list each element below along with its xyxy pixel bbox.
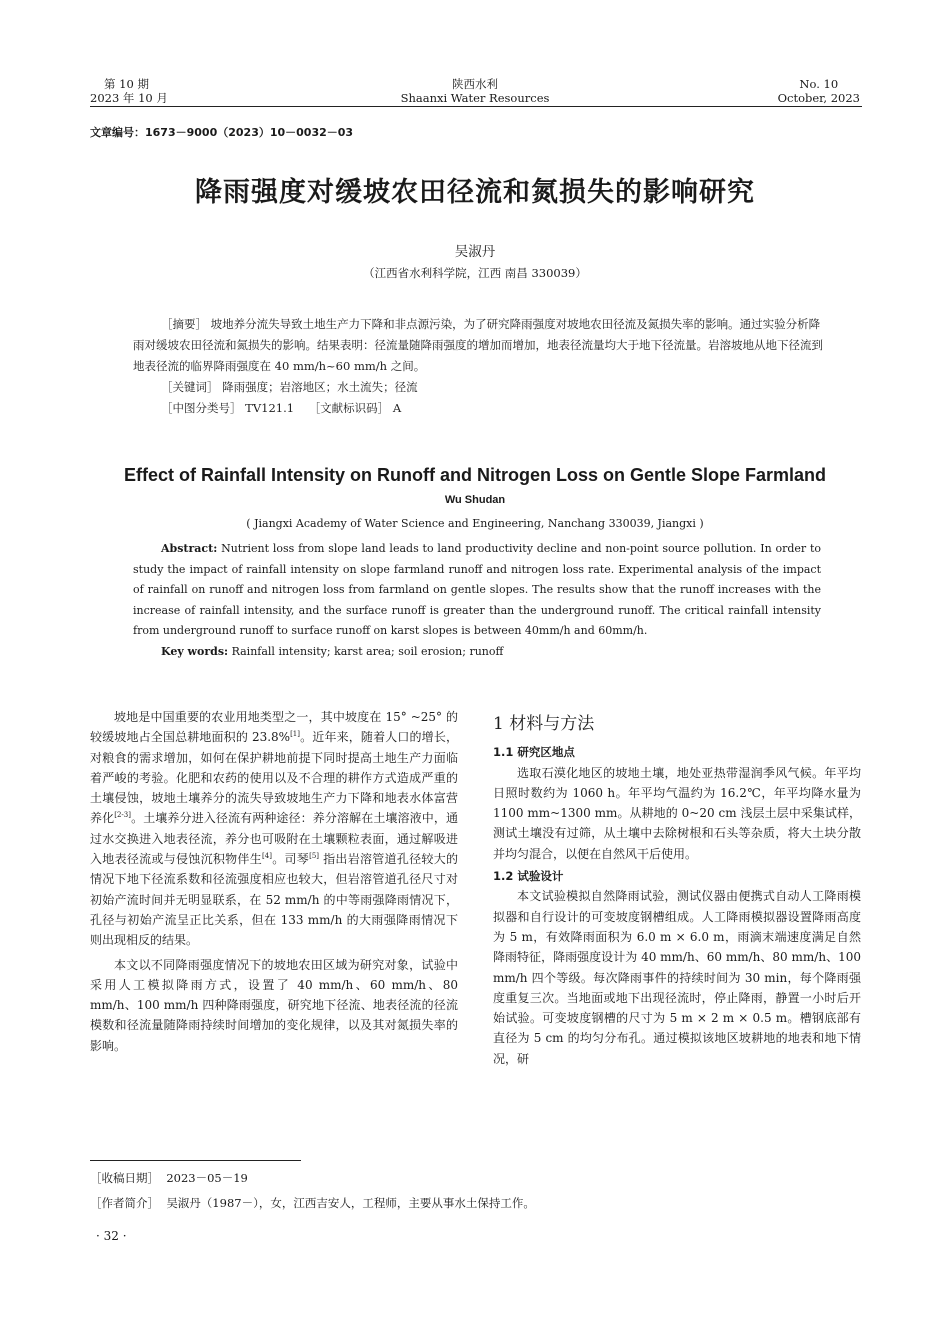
author-en: Wu Shudan — [444, 494, 506, 506]
experiment-design-paragraph: 本文试验模拟自然降雨试验，测试仪器由便携式自动人工降雨模拟器和自行设计的可变坡度钢槽组成。人工降雨模拟器设置降雨高度为 5 m，有效降雨面积为 6.0 m × 6.0 m，雨滴末端速度满足自然降雨特征，降雨强度设计为 40 mm/h、60 mm/h、80 mm/h、100 mm/h 四个等级。每次降雨事件的持续时间为 30 min，每个降雨强度重复三次。当地面或地下出现径流时，停止降雨，静置一小时后开始试验。可变坡度钢槽的尺寸为 5 m × 2 m × 0.5 m。槽钢底部有直径为 5 cm 的均匀分布孔。通过模拟该地区坡耕地的地表和地下情况，研 — [493, 889, 861, 1066]
author-cn: 吴淑丹 — [454, 244, 496, 260]
abstract-cn-text: 坡地养分流失导致土地生产力下降和非点源污染，为了研究降雨强度对坡地农田径流及氮损失率的影响。通过实验分析降雨对缓坡农田径流和氮损失的影响。结果表明：径流量随降雨强度的增加而增加，地表径流量均大于地下径流量。岩溶坡地从地下径流到地表径流的临界降雨强度在 40 mm/h~60 mm/h 之间。 — [133, 317, 823, 373]
citation-5[interactable]: [5] — [309, 852, 320, 861]
article-number: 文章编号：1673－9000（2023）10－0032－03 — [90, 126, 354, 139]
page-title-en: Effect of Rainfall Intensity on Runoff and Nitrogen Loss on Gentle Slope Farmland — [123, 465, 827, 485]
affiliation-en: ( Jiangxi Academy of Water Science and Engineering, Nanchang 330039, Jiangxi ) — [246, 517, 704, 530]
doc-code-label: ［文献标识码］ — [308, 401, 390, 415]
citation-1[interactable]: [1] — [290, 730, 300, 739]
doc-code: A — [392, 401, 402, 415]
abstract-en-label: Abstract: — [161, 542, 218, 555]
intro-paragraph-2: 本文以不同降雨强度情况下的坡地农田区域为研究对象，试验中采用人工模拟降雨方式，设置了 40 mm/h、60 mm/h、80 mm/h、100 mm/h 四种降雨强度，研究地下径流、地表径流的径流模数和径流量随降雨持续时间增加的变化规律，以及其对氮损失率的影响。 — [90, 957, 458, 1053]
header-issue-cn: 第 10 期 2023 年 10 月 — [90, 77, 168, 105]
clc-label: ［中图分类号］ — [161, 401, 242, 415]
received-date: ［收稿日期］ 2023－05－19 — [90, 1171, 248, 1185]
footnote-rule — [90, 1160, 301, 1161]
clc-number: TV121.1 — [245, 401, 295, 415]
page-number: · 32 · — [96, 1229, 127, 1243]
header-date-en: October, 2023 — [777, 91, 860, 105]
study-area-paragraph: 选取石漠化地区的坡地土壤，地处亚热带湿润季风气候。年平均日照时数约为 1060 h。年平均气温约为 16.2℃，年平均降水量为 1100 mm~1300 mm。从耕地的 0~20 cm 浅层土层中采集试样，测试土壤没有过筛，从土壤中去除树根和石头等杂质，将大土块分散并均匀混合，以便在自然风干后使用。 — [493, 765, 861, 861]
abstract-cn-label: ［摘要］ — [161, 317, 207, 331]
body-left-column — [90, 707, 458, 1056]
journal-name-cn: 陕西水利 — [452, 77, 498, 91]
page-title-cn: 降雨强度对缓坡农田径流和氮损失的影响研究 — [195, 177, 755, 208]
subsection-heading-1-2: 1.2 试验设计 — [493, 869, 564, 884]
intro-paragraph-1: 坡地是中国重要的农业用地类型之一，其中坡度在 15° ~25° 的较缓坡地占全国总耕地面积的 23.8%[1]。近年来，随着人口的增长，对粮食的需求增加，如何在保护耕地前提下同时提高土地生产力面临着严峻的考验。化肥和农药的使用以及不合理的耕作方式造成严重的土壤侵蚀，坡地土壤养分的流失导致坡地生产力下降和地表水体富营养化[2-3]。土壤养分进入径流有两种途径：养分溶解在土壤溶液中，通过水交换进入地表径流，养分也可吸附在土壤颗粒表面，通过解吸进入地表径流或与侵蚀沉积物伴生[4]。司琴[5] 指出岩溶管道孔径较大的情况下地下径流系数和径流强度相应也较大，但岩溶管道孔径尺寸对初始产流时间并无明显联系，在 52 mm/h 的中等雨强降雨情况下，孔径与初始产流呈正比关系，但在 133 mm/h 的大雨强降雨情况下则出现相反的结果。 — [90, 710, 458, 948]
keywords-cn-label: ［关键词］ — [161, 380, 219, 394]
keywords-cn: 降雨强度；岩溶地区；水土流失；径流 — [222, 380, 418, 394]
header-rule — [90, 106, 862, 107]
subsection-heading-1-1: 1.1 研究区地点 — [493, 745, 575, 760]
citation-2-3[interactable]: [2-3] — [114, 811, 131, 820]
abstract-en — [133, 539, 821, 662]
header-journal — [375, 77, 575, 105]
abstract-cn — [133, 314, 823, 419]
abstract-en-text: Nutrient loss from slope land leads to land productivity decline and non-point source pollution. In order to study the impact of rainfall intensity on slope farmland runoff and nitrogen loss rate. Experimental analysis of the impact of rainfall on runoff and nitrogen loss from farmland on gentle slopes. The results show that the runoff increases with the increase of rainfall intensity, and the surface runoff is greater than the underground runoff. The critical rainfall intensity from underground runoff to surface runoff on karst slopes is between 40mm/h and 60mm/h. — [133, 542, 822, 637]
citation-4[interactable]: [4] — [262, 852, 272, 861]
keywords-en: Rainfall intensity; karst area; soil erosion; runoff — [231, 644, 504, 658]
header-date-cn: 2023 年 10 月 — [90, 91, 168, 105]
journal-name-en: Shaanxi Water Resources — [400, 91, 550, 105]
author-bio: ［作者简介］ 吴淑丹（1987－），女，江西吉安人，工程师，主要从事水土保持工作。 — [90, 1196, 535, 1210]
section-heading-1: 1 材料与方法 — [493, 714, 595, 734]
header-issue-en: No. 10 October, 2023 — [777, 77, 860, 105]
body-right-column — [493, 714, 861, 1069]
keywords-en-label: Key words: — [161, 644, 229, 658]
affiliation-cn: （江西省水利科学院，江西 南昌 330039） — [363, 266, 587, 280]
